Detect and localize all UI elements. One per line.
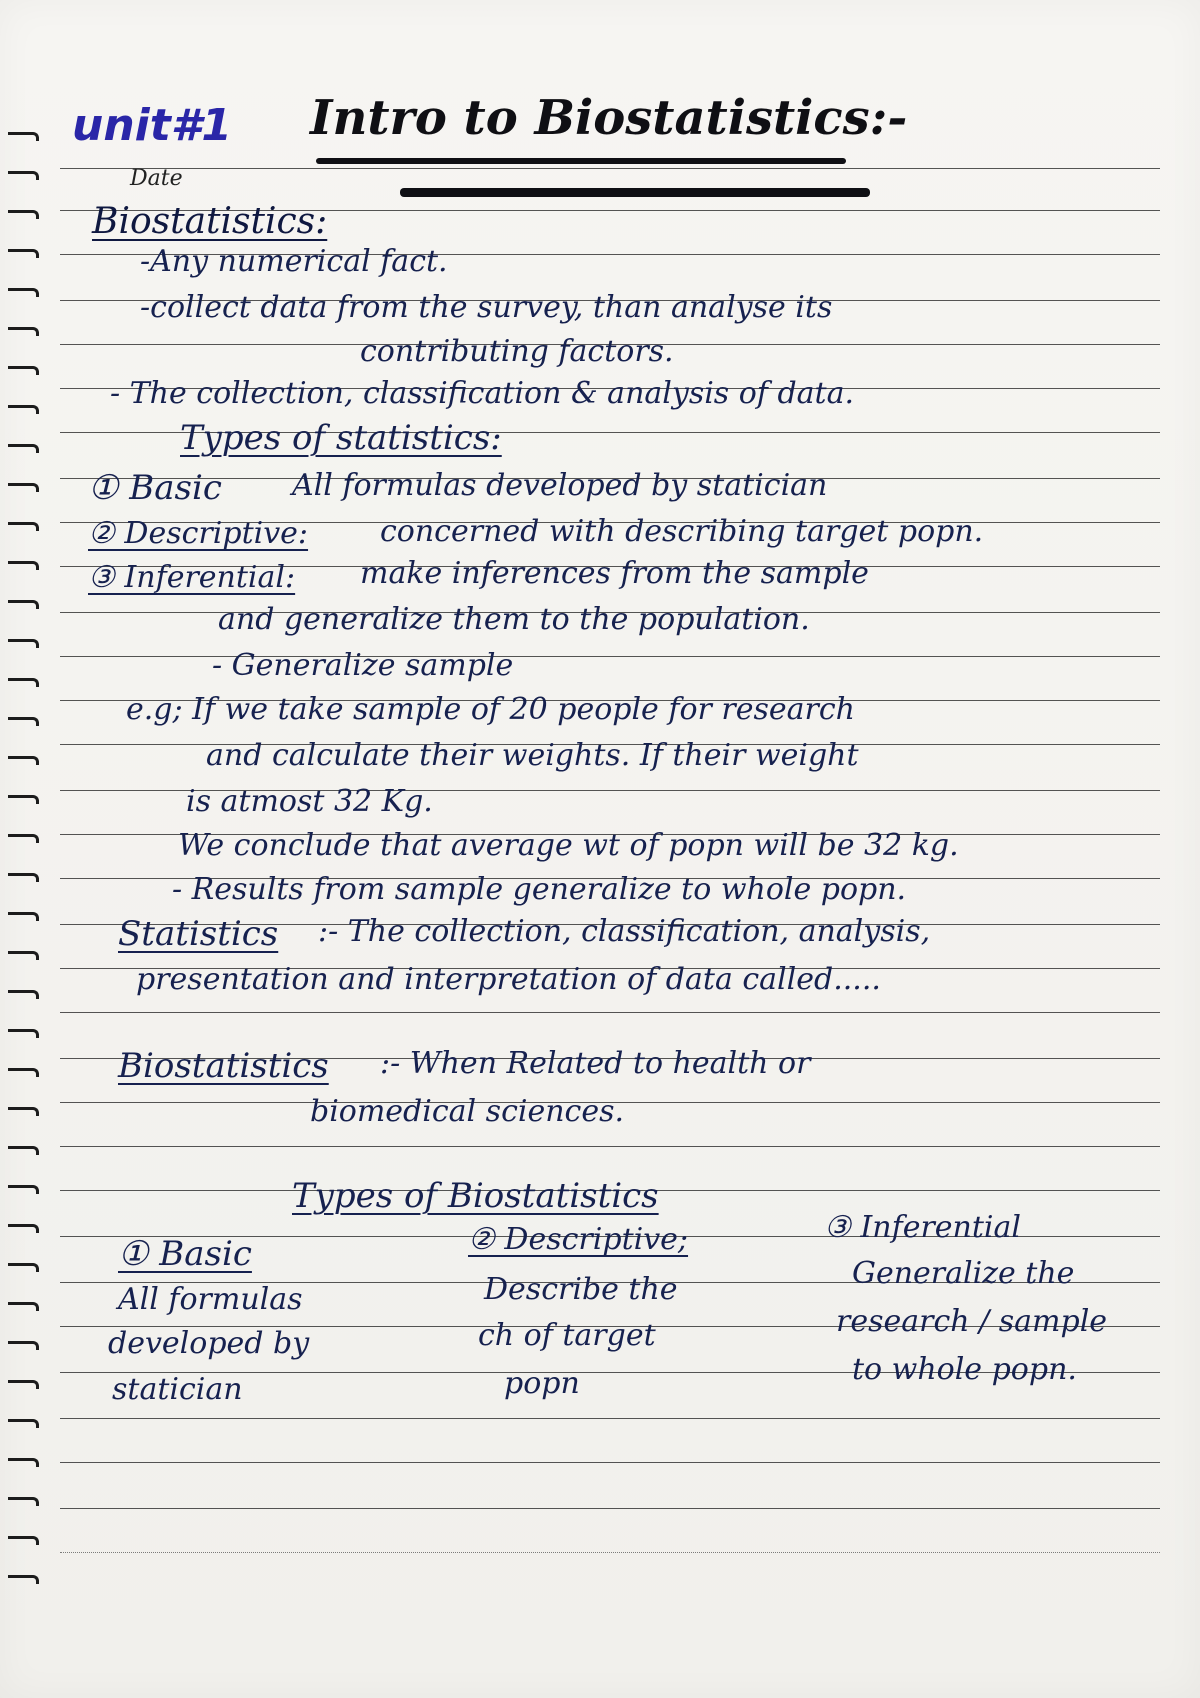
spiral-ring	[8, 1380, 39, 1389]
spiral-ring	[8, 1458, 39, 1467]
spiral-ring	[8, 1185, 39, 1194]
spiral-ring	[8, 366, 39, 375]
spiral-ring	[8, 444, 39, 453]
spiral-ring	[8, 483, 39, 492]
type-item-text: make inferences from the sample	[360, 556, 869, 591]
column-line: popn	[504, 1366, 580, 1401]
note-line: contributing factors.	[360, 334, 674, 369]
spiral-ring	[8, 1575, 39, 1584]
unit-label: unit#1	[72, 100, 232, 151]
definition-line: :- When Related to health or	[380, 1046, 811, 1081]
column-line: Generalize the	[852, 1256, 1075, 1291]
title-underline	[316, 158, 846, 164]
date-label: Date	[130, 166, 183, 191]
spiral-ring	[8, 1497, 39, 1506]
column-line: to whole popn.	[852, 1352, 1077, 1387]
section-heading-types-of-statistics: Types of statistics:	[180, 418, 502, 458]
spiral-ring	[8, 756, 39, 765]
ruled-line	[60, 1418, 1160, 1419]
ruled-line	[60, 1462, 1160, 1463]
spiral-ring	[8, 1341, 39, 1350]
note-line: -collect data from the survey, than analyse its	[140, 290, 833, 325]
ruled-line	[60, 168, 1160, 169]
note-line: -Any numerical fact.	[140, 244, 448, 279]
spiral-ring	[8, 288, 39, 297]
example-line: We conclude that average wt of popn will be 32 kg.	[178, 828, 959, 863]
column-line: research / sample	[836, 1304, 1108, 1339]
spiral-ring	[8, 1224, 39, 1233]
spiral-ring	[8, 834, 39, 843]
spiral-ring	[8, 912, 39, 921]
spiral-ring	[8, 171, 39, 180]
spiral-ring	[8, 327, 39, 336]
column-line: Describe the	[484, 1272, 678, 1307]
example-line: e.g; If we take sample of 20 people for research	[126, 692, 855, 727]
type-item-label: ① Basic	[88, 468, 222, 508]
ruled-line	[60, 1012, 1160, 1013]
spiral-ring	[8, 1536, 39, 1545]
spiral-ring	[8, 951, 39, 960]
note-line: - The collection, classification & analysis of data.	[110, 376, 855, 411]
spiral-ring	[8, 561, 39, 570]
definition-line: presentation and interpretation of data called.....	[136, 962, 881, 997]
type-item-text: All formulas developed by statician	[292, 468, 828, 503]
ruled-line	[60, 1508, 1160, 1509]
definition-line: biomedical sciences.	[310, 1094, 625, 1129]
column-line: ch of target	[478, 1318, 656, 1353]
title-underline-thick	[400, 188, 870, 197]
spiral-ring	[8, 873, 39, 882]
example-line: - Results from sample generalize to whole popn.	[172, 872, 907, 907]
example-line: is atmost 32 Kg.	[186, 784, 433, 819]
spiral-ring	[8, 210, 39, 219]
example-line: and calculate their weights. If their weight	[206, 738, 859, 773]
spiral-ring	[8, 717, 39, 726]
column-title: ③ Inferential	[824, 1210, 1022, 1245]
spiral-ring	[8, 1029, 39, 1038]
section-heading-biostatistics: Biostatistics:	[92, 201, 328, 242]
spiral-ring	[8, 600, 39, 609]
section-heading-types-of-biostatistics: Types of Biostatistics	[292, 1176, 659, 1216]
type-item-text: concerned with describing target popn.	[380, 514, 984, 549]
spiral-ring	[8, 1107, 39, 1116]
column-line: developed by	[108, 1326, 310, 1361]
ruled-line-dotted	[60, 1552, 1160, 1553]
spiral-ring	[8, 990, 39, 999]
spiral-ring	[8, 132, 39, 141]
column-title: ② Descriptive;	[468, 1222, 689, 1257]
column-line: All formulas	[118, 1282, 303, 1317]
column-title: ① Basic	[118, 1234, 252, 1274]
spiral-ring	[8, 1302, 39, 1311]
spiral-ring	[8, 1263, 39, 1272]
ruled-line	[60, 1146, 1160, 1147]
term-statistics: Statistics	[118, 914, 279, 954]
spiral-ring	[8, 1146, 39, 1155]
spiral-ring	[8, 405, 39, 414]
note-line: and generalize them to the population.	[218, 602, 810, 637]
definition-line: :- The collection, classification, analysis,	[318, 914, 931, 949]
spiral-ring	[8, 249, 39, 258]
spiral-ring	[8, 678, 39, 687]
type-item-label: ③ Inferential:	[88, 560, 296, 595]
page-title: Intro to Biostatistics:-	[310, 90, 908, 146]
column-line: statician	[112, 1372, 243, 1407]
spiral-ring	[8, 522, 39, 531]
spiral-ring	[8, 1068, 39, 1077]
spiral-ring	[8, 795, 39, 804]
type-item-label: ② Descriptive:	[88, 516, 309, 551]
note-line: - Generalize sample	[212, 648, 514, 683]
spiral-ring	[8, 1419, 39, 1428]
spiral-ring	[8, 639, 39, 648]
term-biostatistics: Biostatistics	[118, 1046, 329, 1086]
